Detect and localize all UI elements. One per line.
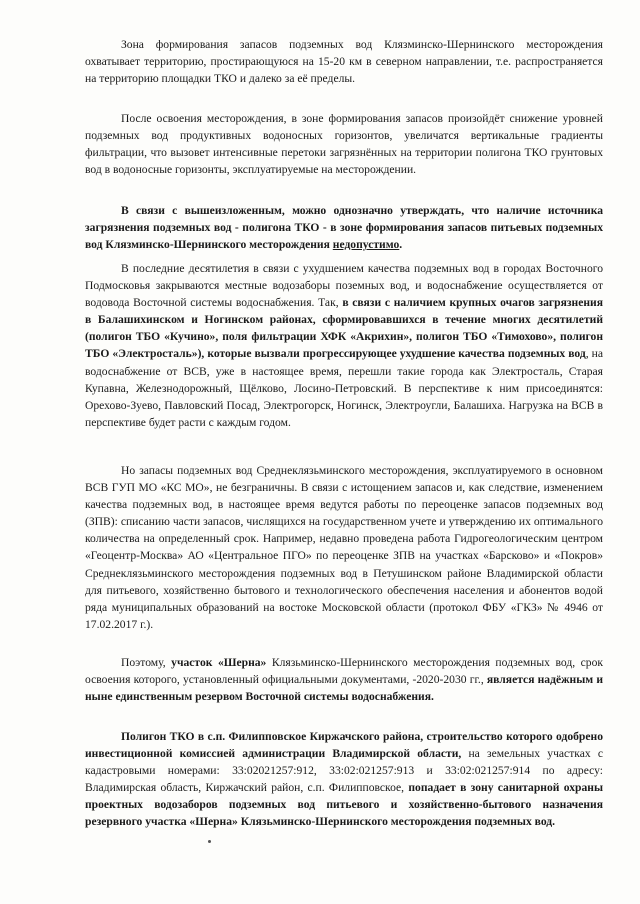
paragraph-text: Зона формирования запасов подземных вод Клязминско-Шернинского месторождения охватывает территорию, простирающуюся на 15-20 км в северном направлении, т.е. распространяется на территорию площадки ТКО и далеко за её пределы. <box>85 38 603 86</box>
paragraph-text: Но запасы подземных вод Среднеклязьминского месторождения, эксплуатируемого в основном ВСВ ГУП МО «КС МО», не безграничны. В связи с истощением запасов и, как следствие, изменением качества подземных вод, в настоящее время ведутся работы по переоценке запасов подземных вод (ЗПВ): списанию части запасов, числящихся на государственном учете и утверждению их оптимального количества на определенный срок. Например, недавно проведена работа Гидрогеологическим центром «Геоцентр-Москва» АО «Центральное ПГО» по переоценке ЗПВ на участках «Барсково» и «Покров» Среднеклязьминского месторождения подземных вод в Петушинском районе Владимирской области для питьевого, хозяйственно бытового и технологического обеспечения населения и абонентов водой ряда муниципальных образований на востоке Московской области (протокол ФБУ «ГКЗ» № 4946 от 17.02.2017 г.). <box>85 464 603 631</box>
paragraph-therefore <box>85 654 603 705</box>
paragraph-recent-decades <box>85 260 603 431</box>
paragraph-reserves <box>85 462 603 633</box>
bold-site-name: участок «Шерна» <box>171 656 267 669</box>
paragraph-conclusion <box>85 202 603 253</box>
conclusion-end: . <box>399 238 403 252</box>
paragraph-text: В последние десятилетия в связи с ухудшением качества подземных вод в городах Восточного Подмосковья закрываются местные водозаборы поземных вод, и водоснабжение осуществляется от водовода Восточной системы водоснабжения. Так, <box>85 262 603 310</box>
bold-sanitary-zone-text: попадает в зону санитарной охраны проектных водозаборов подземных вод питьевого и хозяйственно-бытового назначения резервного участка «Шерна» Клязьминско-Шернинского месторождения подземных вод. <box>85 781 604 829</box>
paragraph-text: Клязьминско-Шернинского месторождения подземных вод, срок освоения которого, установленный официальными документами, -2020-2030 гг., <box>85 656 604 687</box>
paragraph-text: Поэтому, <box>121 656 172 669</box>
paragraph-text: на земельных участках с кадастровыми номерами: 33:02021257:912, 33:02:021257:913 и 33:02:021257:914 по адресу: Владимирская область, Киржачский район, с.п. Филипповское, <box>85 747 603 795</box>
scan-speck <box>208 840 211 843</box>
conclusion-text: В связи с вышеизложенным, можно однозначно утверждать, что наличие источника загрязнения подземных вод - полигона ТКО - в зоне формирования запасов питьевых подземных вод Клязминско-Шернинского месторождения <box>85 204 603 252</box>
paragraph-zone-formation <box>85 36 603 87</box>
bold-reserve-text: является надёжным и ныне единственным резервом Восточной системы водоснабжения. <box>85 673 604 704</box>
paragraph-landfill <box>85 728 603 831</box>
paragraph-text: , на водоснабжение от ВСВ, уже в настоящее время, перешли такие города как Электросталь, Старая Купавна, Железнодорожный, Щёлково, Лосино-Петровский. В перспективе к ним присоединятся: Орехово-Зуево, Павловский Посад, Электрогорск, Ногинск, Электроугли, Балашиха. Нагрузка на ВСВ в перспективе будет расти с каждым годом. <box>85 347 604 429</box>
paragraph-after-development <box>85 110 603 178</box>
paragraph-text: После освоения месторождения, в зоне формирования запасов произойдёт снижение уровней подземных вод продуктивных водоносных горизонтов, увеличатся вертикальные градиенты фильтрации, что вызовет интенсивные перетоки загрязнённых на территории полигона ТКО грунтовых вод в водоносные горизонты, эксплуатируемые на месторождении. <box>85 112 603 177</box>
underlined-word: недопустимо <box>332 238 400 252</box>
bold-pollution-text: в связи с наличием крупных очагов загрязнения в Балашихинском и Ногинском районах, сформировавшихся в течение многих десятилетий (полигон ТБО «Кучино», поля фильтрации ХФК «Акрихин», полигон ТБО «Тимохово», полигон ТБО «Электросталь»), которые вызвали прогрессирующее ухудшение качества подземных вод <box>85 296 603 361</box>
bold-landfill-text: Полигон ТКО в с.п. Филипповское Киржачского района, строительство которого одобрено инвестиционной комиссией администрации Владимирской области, <box>85 730 603 761</box>
